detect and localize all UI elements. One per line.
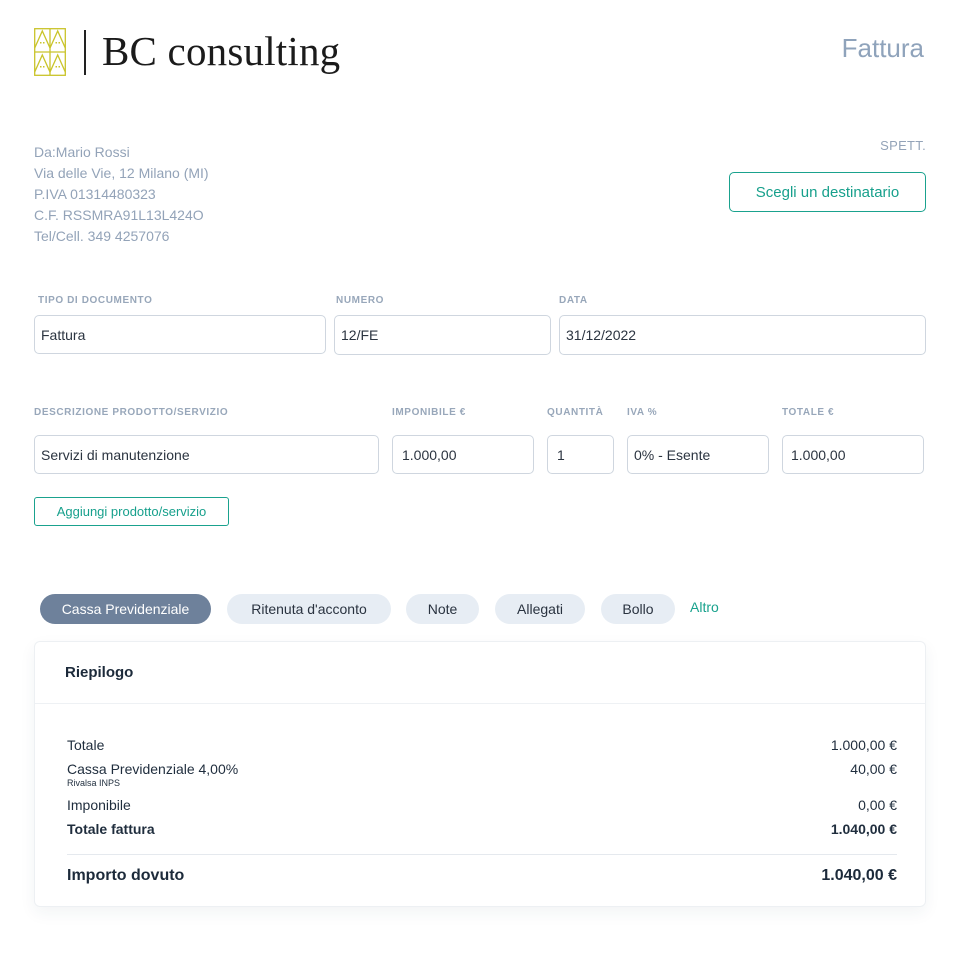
- summary-total-label: Totale: [67, 737, 105, 753]
- document-number-label: NUMERO: [336, 295, 385, 306]
- more-link[interactable]: Altro: [690, 599, 719, 615]
- summary-fund-label: Cassa Previdenziale 4,00%: [67, 761, 239, 777]
- summary-invoice-total-value: 1.040,00 €: [830, 821, 897, 837]
- tab-allegati[interactable]: Allegati: [495, 594, 585, 624]
- item-description-field[interactable]: Servizi di manutenzione: [34, 435, 379, 474]
- vat-header: IVA %: [627, 407, 658, 418]
- add-item-button[interactable]: Aggiungi prodotto/servizio: [34, 497, 229, 526]
- taxable-header: IMPONIBILE €: [392, 407, 466, 418]
- summary-fund-sublabel: Rivalsa INPS: [67, 778, 121, 788]
- summary-divider: [67, 854, 897, 855]
- brand-logo-icon: [34, 28, 66, 76]
- document-date-label: DATA: [559, 295, 588, 306]
- document-type-label: TIPO DI DOCUMENTO: [38, 295, 153, 306]
- sender-phone: Tel/Cell. 349 4257076: [34, 228, 170, 244]
- choose-recipient-button[interactable]: Scegli un destinatario: [729, 172, 926, 212]
- tab-bollo[interactable]: Bollo: [601, 594, 675, 624]
- summary-title: Riepilogo: [65, 664, 134, 681]
- amount-due-value: 1.040,00 €: [821, 867, 897, 884]
- sender-name: Da:Mario Rossi: [34, 144, 130, 160]
- sender-vat: P.IVA 01314480323: [34, 186, 156, 202]
- sender-tax-code: C.F. RSSMRA91L13L424O: [34, 207, 204, 223]
- document-number-field[interactable]: 12/FE: [334, 315, 551, 355]
- tab-cassa-previdenziale[interactable]: Cassa Previdenziale: [40, 594, 211, 624]
- recipient-label: SPETT.: [880, 138, 926, 153]
- item-vat-select[interactable]: 0% - Esente: [627, 435, 769, 474]
- document-title: Fattura: [841, 33, 924, 63]
- summary-header: [35, 642, 925, 704]
- document-type-field[interactable]: Fattura: [34, 315, 326, 354]
- document-date-field[interactable]: 31/12/2022: [559, 315, 926, 355]
- summary-total-value: 1.000,00 €: [830, 737, 897, 753]
- description-header: DESCRIZIONE PRODOTTO/SERVIZIO: [34, 407, 229, 418]
- tab-note[interactable]: Note: [406, 594, 479, 624]
- summary-invoice-total-label: Totale fattura: [67, 821, 155, 837]
- brand-name: BC consulting: [102, 28, 341, 74]
- summary-card: [34, 641, 926, 907]
- summary-taxable-label: Imponibile: [67, 797, 131, 813]
- item-total-field[interactable]: 1.000,00: [782, 435, 924, 474]
- sender-info: [34, 142, 209, 247]
- total-header: TOTALE €: [782, 407, 835, 418]
- amount-due-label: Importo dovuto: [67, 867, 185, 884]
- logo-divider: [84, 30, 86, 75]
- summary-fund-value: 40,00 €: [850, 761, 897, 777]
- item-quantity-field[interactable]: 1: [547, 435, 614, 474]
- quantity-header: QUANTITÀ: [547, 407, 604, 418]
- item-taxable-field[interactable]: 1.000,00: [392, 435, 534, 474]
- tab-ritenuta-acconto[interactable]: Ritenuta d'acconto: [227, 594, 391, 624]
- sender-address: Via delle Vie, 12 Milano (MI): [34, 165, 209, 181]
- summary-taxable-value: 0,00 €: [858, 797, 897, 813]
